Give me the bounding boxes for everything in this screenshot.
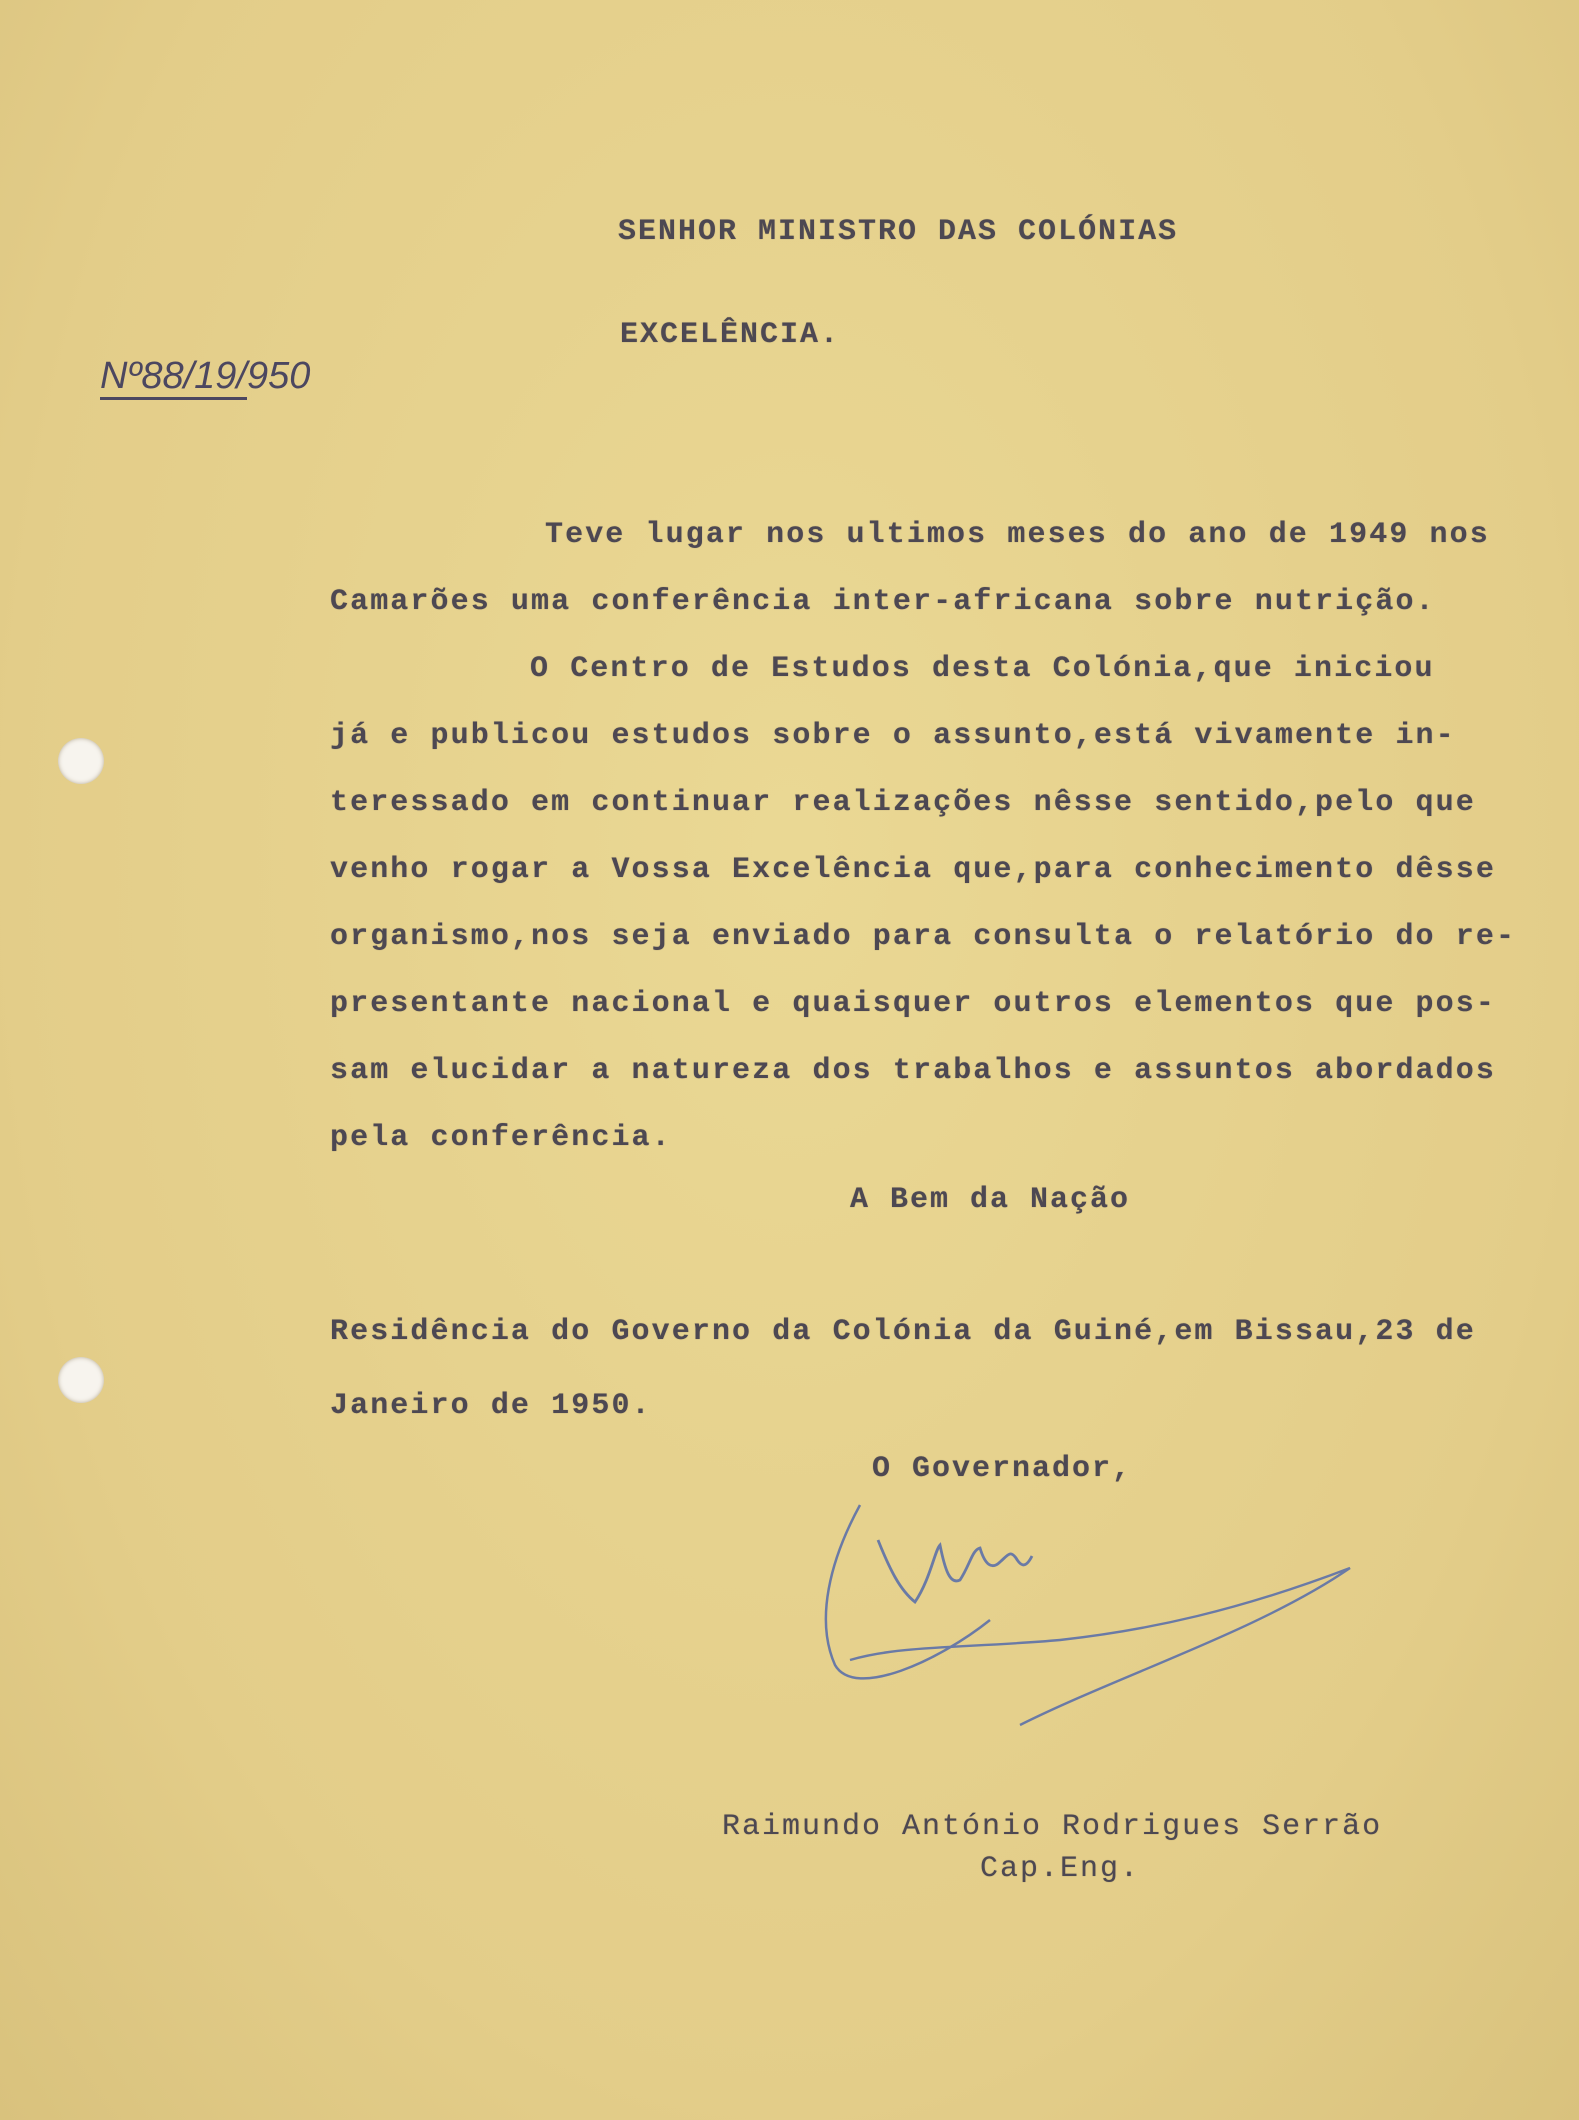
body-line-7: organismo,nos seja enviado para consulta o relatório do re- — [330, 920, 1517, 954]
body-line-10: pela conferência. — [330, 1121, 672, 1155]
reference-number — [100, 355, 310, 398]
reference-prefix: Nº — [100, 355, 141, 400]
body-line-4: já e publicou estudos sobre o assunto,está vivamente in- — [330, 719, 1456, 753]
body-line-5: teressado em continuar realizações nêsse sentido,pelo que — [330, 786, 1476, 820]
signatory-name: Raimundo António Rodrigues Serrão — [722, 1810, 1383, 1844]
place-date-line-2: Janeiro de 1950. — [330, 1389, 652, 1423]
body-line-3: O Centro de Estudos desta Colónia,que iniciou — [530, 652, 1435, 686]
body-line-1: Teve lugar nos ultimos meses do ano de 1949 nos — [545, 518, 1490, 552]
addressee: SENHOR MINISTRO DAS COLÓNIAS — [618, 215, 1179, 249]
signatory-rank: Cap.Eng. — [980, 1852, 1141, 1886]
reference-year: 950 — [246, 355, 311, 397]
body-line-8: presentante nacional e quaisquer outros elementos que pos- — [330, 987, 1496, 1021]
punch-hole-top — [58, 738, 104, 784]
place-date-line-1: Residência do Governo da Colónia da Guiné,em Bissau,23 de — [330, 1315, 1476, 1349]
signatory-title: O Governador, — [872, 1452, 1133, 1486]
closing-formula: A Bem da Nação — [850, 1183, 1131, 1217]
reference-handwritten-number: 88/19/ — [141, 355, 247, 400]
handwritten-signature — [820, 1470, 1360, 1730]
body-line-9: sam elucidar a natureza dos trabalhos e assuntos abordados — [330, 1054, 1496, 1088]
body-line-2: Camarões uma conferência inter-africana sobre nutrição. — [330, 585, 1436, 619]
body-line-6: venho rogar a Vossa Excelência que,para conhecimento dêsse — [330, 853, 1496, 887]
salutation: EXCELÊNCIA. — [620, 318, 841, 352]
punch-hole-bottom — [58, 1357, 104, 1403]
